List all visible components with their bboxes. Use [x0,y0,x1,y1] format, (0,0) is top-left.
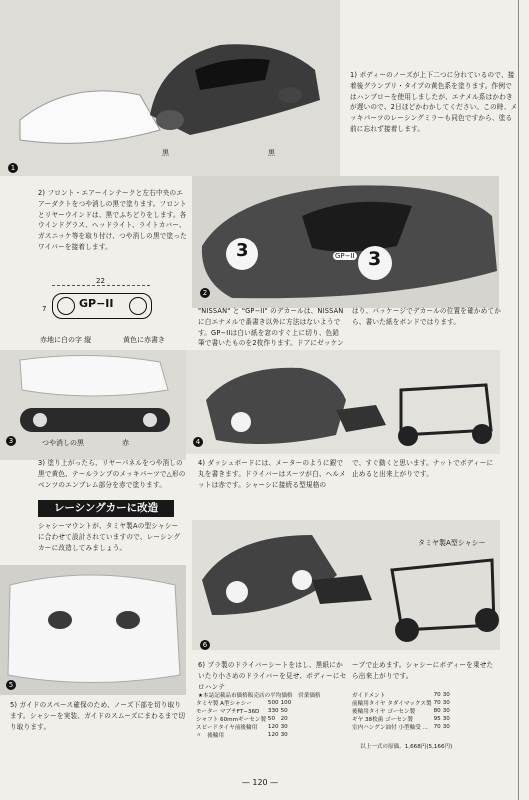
parts-row [196,699,293,707]
photo-4-body-and-chassis [186,350,500,454]
part-name: スピードタイヤ前後輪用 [196,725,258,731]
section-5-text: 5) ガイドのスペース確保のため、ノーズ下部を切り取ります。シャシーを実装、ガイドのスムーズにまわるまで切り取ります。 [10,701,186,731]
part-qty: 50 [280,708,288,714]
part-name: タミヤ製 A型シャシー [196,701,252,707]
part-qty: 20 [280,716,288,722]
parts-row [352,723,452,731]
section-6b-text: ープで止めます。シャシーにボディーを乗せたら出来上がりです。 [352,661,494,680]
page-edge [518,0,527,800]
photo-number-badge: 1 [8,163,18,173]
part-name: ガイドメント [352,693,386,699]
part-qty: 30 [280,732,288,738]
part-qty: 30 [442,700,450,706]
section-6-text: 6) プラ製のドライバーシートをはし、黒紙にかいたり小さめのドライバーを見せ、ボディーにセロハンテ [198,661,347,691]
part-price: 95 [433,716,441,722]
part-price: 120 [267,724,279,730]
photo-5-nose-cut [0,565,186,695]
parts-row [196,715,293,723]
decal-plate [52,293,152,319]
decal-width-dimension: 22 [96,277,105,285]
section-1-text: 1) ボディーのノーズが上下二つに分れているので、接着後グランプリ・タイプの黄色系を塗ります。作例ではハンブローを使用しましたが、エナメル系はかわきが遅いので、2日ほどかわかしてください。この時、メッキパーツのレーシングミラーも同色ですから、塗る前に忘れず接着します。 [350,71,518,133]
parts-table-right [352,691,452,731]
photo-number-badge: 3 [6,436,16,446]
part-qty: 30 [442,724,450,730]
decal-circle-right [129,297,147,315]
page-number-value: 120 [252,778,268,787]
part-name: 〃 後輪用 [196,733,224,739]
section-2c-text: はり、パッケージでデカールの位置を確かめてから、書いた紙をボンドではります。 [352,307,502,326]
part-qty: 100 [280,700,292,706]
car-number-side: 3 [368,248,382,270]
photo-3-rear-panel [0,350,186,460]
part-price: 500 [267,700,279,706]
parts-row [196,723,293,731]
section-2b-text: "NISSAN" と "GP−II" のデカールは、NISSAN に白エナメルで番書き以外に方法はないようです。GP−IIは白い紙を窓のすぐ上に切り、色鉛筆で書いたものを2枚作ります。ドアにゼッケン [198,307,344,348]
part-price: 70 [433,724,441,730]
photo-1-label-a: 黒 [162,149,169,157]
parts-total: 以上一式の原価。1,668円(5,166円) [360,744,453,750]
photo-number-badge: 5 [6,680,16,690]
part-price: 330 [267,708,279,714]
part-qty: 30 [442,708,450,714]
racing-car-section-heading: レーシングカーに改造 [38,500,174,517]
decal-gp-text: GP−II [79,297,114,310]
page-number: — 120 — [241,778,279,787]
decal-left-caption: 赤地に白の字 縦 [40,336,92,344]
photo-1-body-shell [0,0,340,176]
decal-circle-left [57,297,75,315]
photo-3-label-a: つや消しの黒 [42,439,84,447]
section-2-text: 2) フロント・エアーインテークと左右中央のエアーダクトをつや消しの黒で塗ります。フロントとリヤーウインドは、黒でふちどりをします。各ウインドグラス、ヘッドライト、ライトカバー、ガスニッケ等を取り付け、つや消しの黒で塗ったワイパーを接着します。 [38,189,187,251]
decal-side-dimension: 7 [42,305,47,313]
parts-row [352,699,452,707]
photo-6-label: タミヤ製A型シャシー [418,539,486,547]
parts-row [352,691,452,699]
parts-header: ★本誌記載品市価格販売店の平均価格 営業価格 [198,693,321,699]
photo-3-label-b: 赤 [122,439,129,447]
part-qty: 30 [442,692,450,698]
part-price: 80 [433,708,441,714]
section-4b-text: で、すぐ動くと思います。ナットでボディーに止めると出来上がりです。 [352,459,494,478]
part-name: 前輪用タイヤ タダイマックス製 [352,701,432,707]
part-price: 50 [267,716,276,722]
part-qty: 30 [280,724,288,730]
part-name: ギヤ 38枚歯 ゴーセン製 [352,717,413,723]
car-number-front: 3 [236,240,249,261]
photo-number-badge: 2 [200,288,210,298]
part-qty: 30 [442,716,450,722]
part-price: 70 [433,692,441,698]
part-name: 後輪用タイヤ ゴーセン製 [352,709,416,715]
part-price: 70 [433,700,441,706]
part-name: 室内ハングン油付 小型軸受 ... [352,725,428,731]
parts-row [352,715,452,723]
racing-intro-text: シャシーマウントが、タミヤ製Aの型シャシーに合わせて設計されていますので、レーシングカーに改造してみましょう。 [38,522,181,552]
photo-1-label-b: 黒 [268,149,275,157]
gp-badge-on-car: GP−II [335,252,355,260]
parts-row [352,707,452,715]
part-price: 120 [267,732,279,738]
parts-row [196,731,293,739]
section-3-text: 3) 塗り上がったら、リヤーパネルをつや消しの黒で黄色、テールランプのメッキパーツで△形のベンツのエンブレム部分を赤で塗ります。 [38,459,186,489]
part-name: モーター マブチFT−36D [196,709,260,715]
parts-table-left [196,699,293,739]
decal-right-caption: 黄色に赤書き [123,336,165,344]
photo-number-badge: 6 [200,640,210,650]
photo-number-badge: 4 [193,437,203,447]
part-name: シャフト 60mmギーセン製 [196,717,266,723]
section-4-text: 4) ダッシュボードには、メーターのように銀で丸を書きます。ドライバーはスーツが白、ヘルメットは赤です。シャーシに接続る型規格の [198,459,346,489]
parts-row [196,707,293,715]
